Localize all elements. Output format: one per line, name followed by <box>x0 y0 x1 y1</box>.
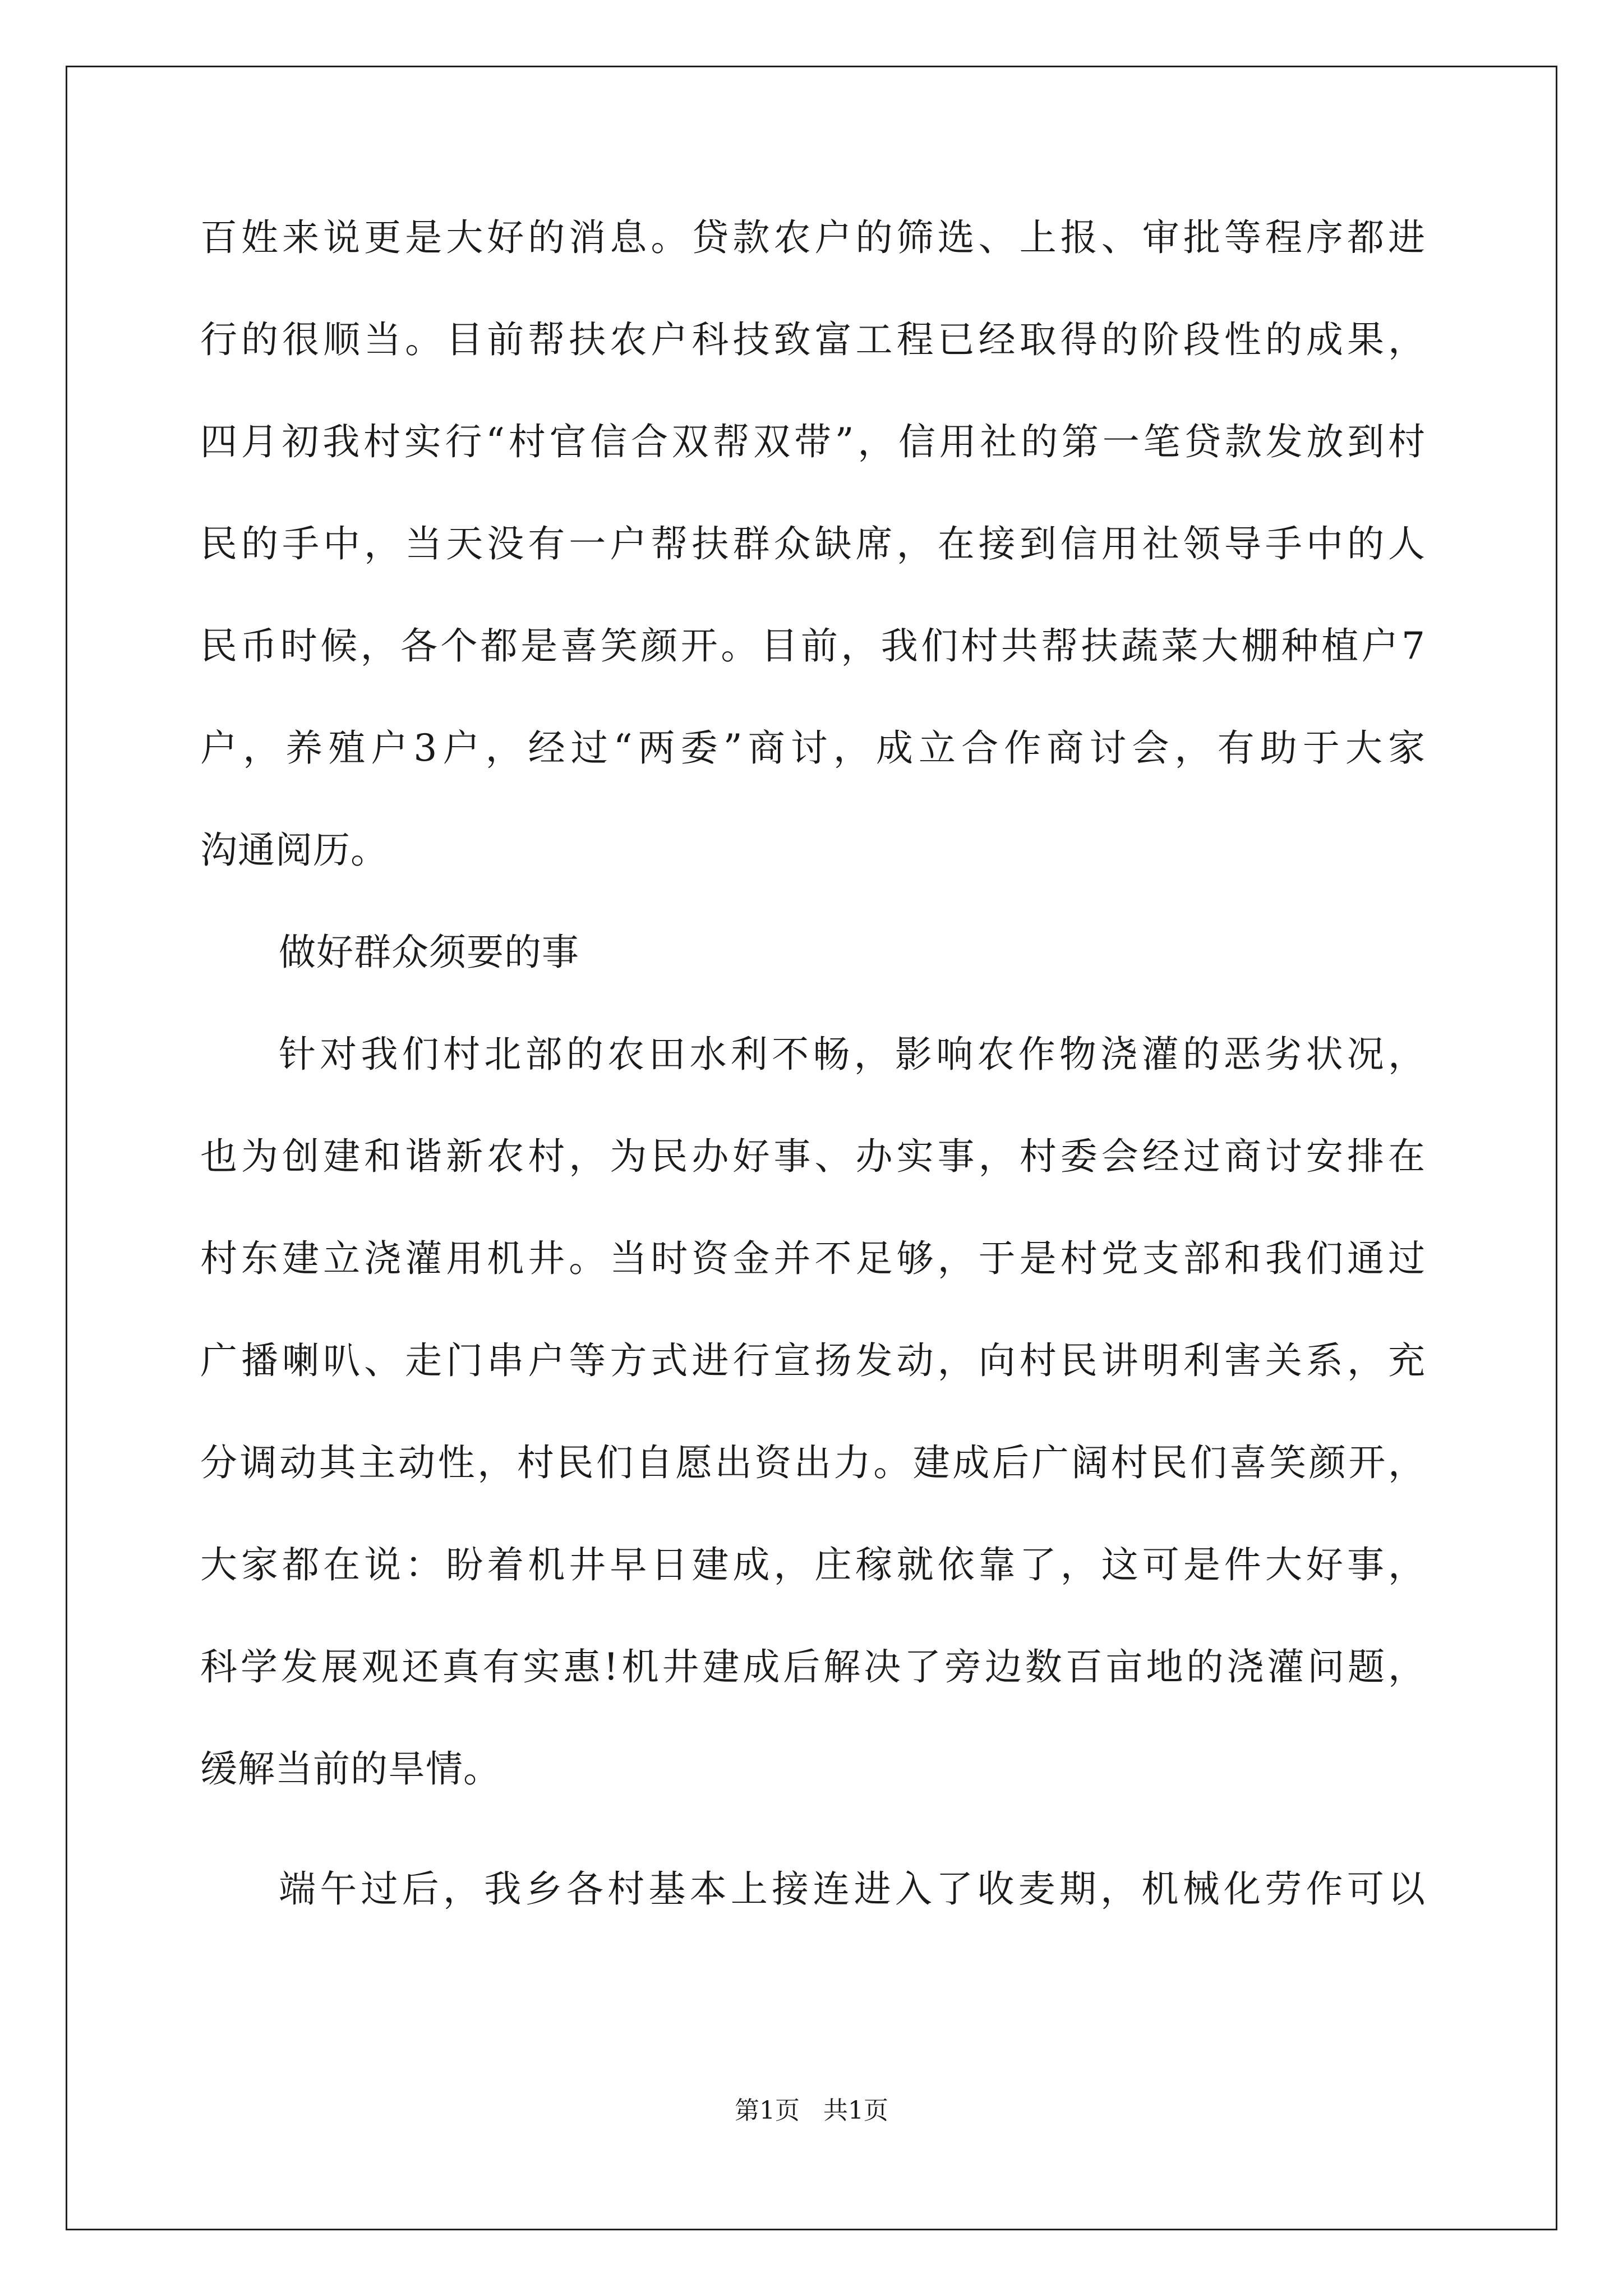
section-heading: 做好群众须要的事 <box>279 931 579 974</box>
paragraph-line: 针对我们村北部的农田水利不畅，影响农作物浇灌的恶劣状况， <box>279 1033 1426 1076</box>
document-body <box>200 216 1426 1911</box>
paragraph-line: 四月初我村实行“村官信合双帮双带”，信用社的第一笔贷款发放到村 <box>200 420 1426 463</box>
paragraph-line: 大家都在说：盼着机井早日建成，庄稼就依靠了，这可是件大好事， <box>200 1543 1426 1586</box>
paragraph-line: 民的手中，当天没有一户帮扶群众缺席，在接到信用社领导手中的人 <box>200 522 1426 565</box>
paragraph-line: 行的很顺当。目前帮扶农户科技致富工程已经取得的阶段性的成果， <box>200 318 1426 361</box>
paragraph-line: 民币时候，各个都是喜笑颜开。目前，我们村共帮扶蔬菜大棚种植户7 <box>200 624 1426 668</box>
paragraph-line: 也为创建和谐新农村，为民办好事、办实事，村委会经过商讨安排在 <box>200 1135 1426 1178</box>
page-footer: 第1页 共1页 <box>735 2096 888 2125</box>
paragraph-line: 分调动其主动性，村民们自愿出资出力。建成后广阔村民们喜笑颜开， <box>200 1441 1426 1484</box>
paragraph-line: 广播喇叭、走门串户等方式进行宣扬发动，向村民讲明利害关系，充 <box>200 1339 1426 1382</box>
paragraph-line: 沟通阅历。 <box>200 829 388 872</box>
paragraph-line: 科学发展观还真有实惠!机井建成后解决了旁边数百亩地的浇灌问题， <box>200 1645 1426 1688</box>
paragraph-line: 缓解当前的旱情。 <box>200 1747 501 1791</box>
paragraph-line: 百姓来说更是大好的消息。贷款农户的筛选、上报、审批等程序都进 <box>200 216 1426 259</box>
paragraph-line: 端午过后，我乡各村基本上接连进入了收麦期，机械化劳作可以 <box>279 1867 1426 1911</box>
paragraph-line: 户，养殖户3户，经过“两委”商讨，成立合作商讨会，有助于大家 <box>200 726 1426 770</box>
paragraph-line: 村东建立浇灌用机井。当时资金并不足够，于是村党支部和我们通过 <box>200 1237 1426 1280</box>
